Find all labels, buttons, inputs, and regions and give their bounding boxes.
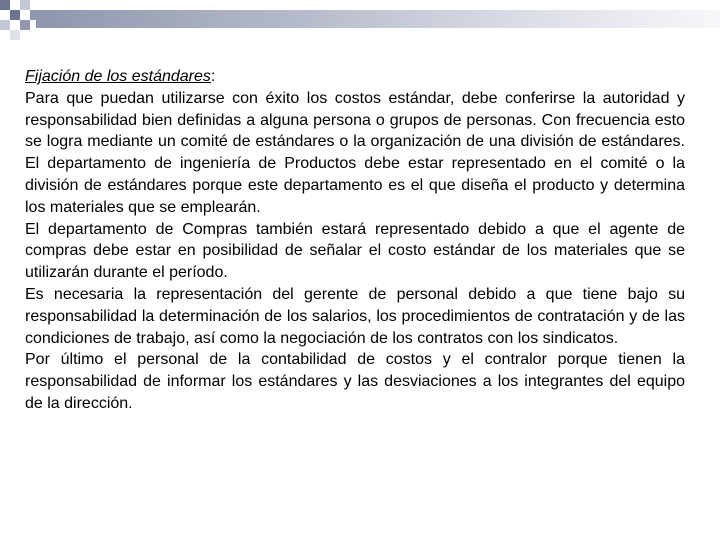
paragraph-3: Es necesaria la representación del gerente de personal debido a que tiene bajo su responsabilidad la determinación de los salarios, los procedimientos de contratación y de las condiciones de trabajo, así como la negociación de los contratos con los sindicatos. xyxy=(25,285,685,347)
paragraph-2: El departamento de Compras también estará representado debido a que el agente de compras debe estar en posibilidad de señalar el costo estándar de los materiales que se utilizarán durante el período. xyxy=(25,220,685,282)
paragraph-4: Por último el personal de la contabilidad de costos y el contralor porque tienen la responsabilidad de informar los estándares y las desviaciones a los integrantes del equipo de la dirección. xyxy=(25,351,685,412)
paragraph-1: Para que puedan utilizarse con éxito los costos estándar, debe conferirse la autoridad y responsabilidad bien definidas a alguna persona o grupos de personas. Con frecuencia esto se logra mediante un comité de estándares o la organización de una división de estándares. El departamento de ingeniería de Productos debe estar representado en el comité o la división de estándares porque este departamento es el que diseña el producto y determina los materiales que se emplearán. xyxy=(25,89,685,216)
heading-colon: : xyxy=(210,68,216,85)
text-body xyxy=(25,66,685,415)
section-heading: Fijación de los estándares xyxy=(25,68,211,85)
top-gradient-band xyxy=(36,10,720,28)
heading-line xyxy=(25,66,685,88)
